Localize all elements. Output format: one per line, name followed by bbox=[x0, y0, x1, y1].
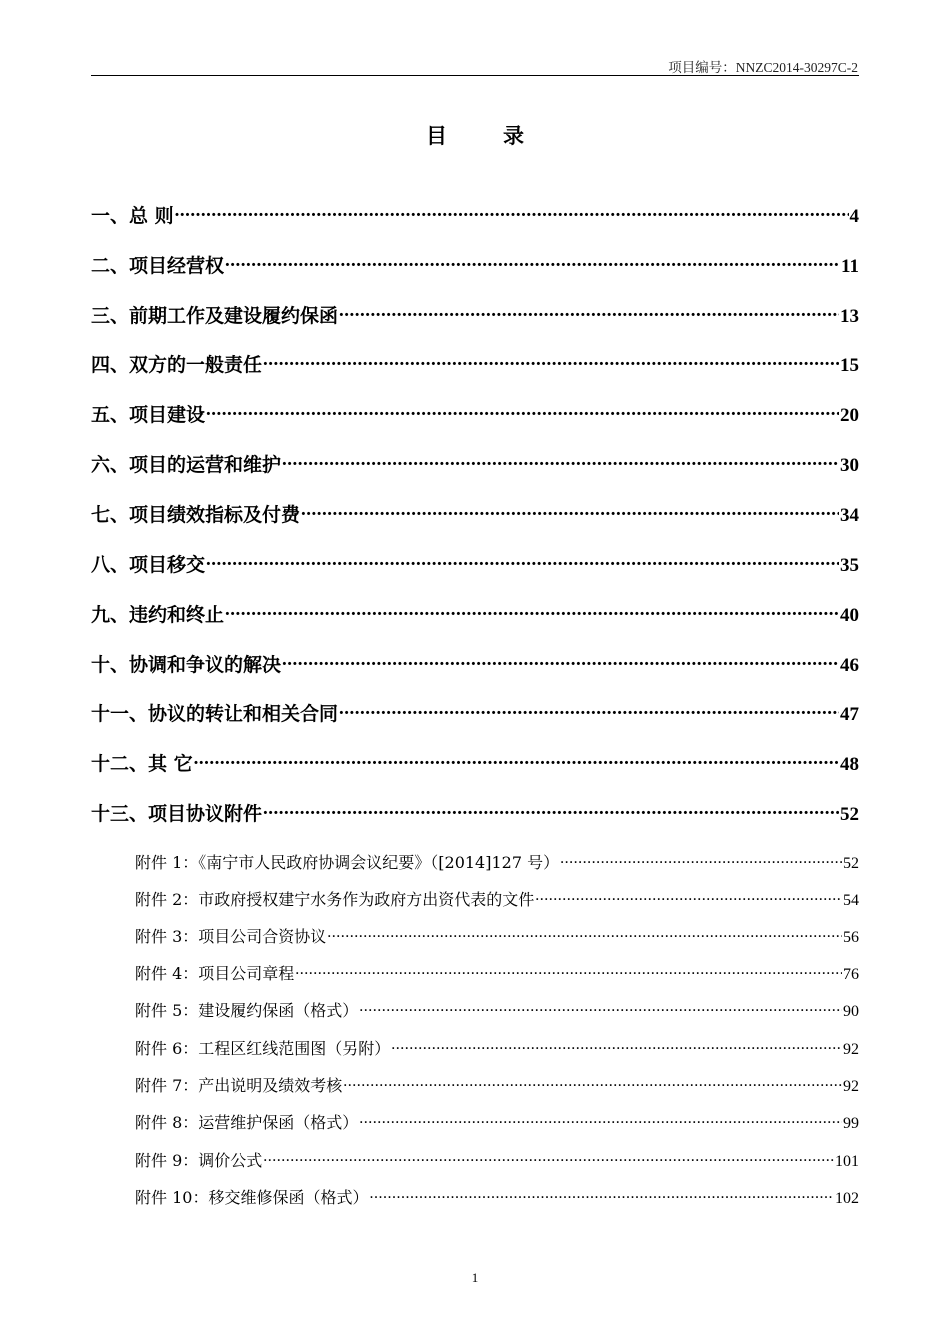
toc-entry-page: 92 bbox=[843, 1041, 859, 1058]
toc-entry-page: 52 bbox=[840, 804, 859, 825]
toc-entry-page: 101 bbox=[835, 1153, 859, 1170]
toc-entry-page: 76 bbox=[843, 966, 859, 983]
toc-entry-label: 附件 9：调价公式 bbox=[135, 1151, 263, 1170]
toc-entry-label: 一、总 则 bbox=[91, 205, 174, 227]
toc-entry-label: 七、项目绩效指标及付费 bbox=[91, 504, 301, 526]
toc-entry-label: 六、项目的运营和维护 bbox=[91, 454, 282, 476]
toc-entry[interactable] bbox=[91, 600, 859, 627]
toc-entry-label: 附件 4：项目公司章程 bbox=[135, 964, 295, 983]
toc-entry-page: 99 bbox=[843, 1115, 859, 1132]
toc-entry-label: 八、项目移交 bbox=[91, 554, 206, 576]
toc-entry-page: 30 bbox=[840, 455, 859, 476]
toc-entry[interactable] bbox=[91, 799, 859, 826]
toc-entry-page: 102 bbox=[835, 1190, 859, 1207]
toc-entry-page: 20 bbox=[840, 405, 859, 426]
toc-entry-label: 十二、其 它 bbox=[91, 753, 193, 775]
toc-appendix-entry[interactable] bbox=[135, 924, 859, 947]
toc-entry-page: 54 bbox=[843, 892, 859, 909]
toc-appendix-entry[interactable] bbox=[135, 961, 859, 984]
page-number: 1 bbox=[471, 1270, 479, 1285]
dot-leader bbox=[225, 253, 840, 272]
dot-leader bbox=[295, 963, 842, 979]
project-code: 项目编号：NNZC2014-30297C-2 bbox=[668, 60, 858, 75]
toc-entry-label: 九、违约和终止 bbox=[91, 604, 225, 626]
toc-entry[interactable] bbox=[91, 500, 859, 527]
toc-entry-page: 13 bbox=[840, 306, 859, 327]
dot-leader bbox=[359, 1000, 842, 1016]
dot-leader bbox=[359, 1112, 842, 1128]
dot-leader bbox=[339, 303, 839, 322]
toc-appendix-entry[interactable] bbox=[135, 1185, 859, 1208]
toc-entry-label: 附件 8：运营维护保函（格式） bbox=[135, 1113, 359, 1132]
toc-entry-label: 附件 6：工程区红线范围图（另附） bbox=[135, 1039, 391, 1058]
toc-entry-page: 34 bbox=[840, 505, 859, 526]
toc-appendix-entry[interactable] bbox=[135, 887, 859, 910]
toc-entry-label: 四、双方的一般责任 bbox=[91, 354, 263, 376]
toc-entry-page: 56 bbox=[843, 929, 859, 946]
table-of-contents bbox=[91, 0, 859, 1344]
dot-leader bbox=[327, 926, 842, 942]
toc-entry-page: 11 bbox=[841, 256, 859, 277]
toc-entry-label: 附件 5：建设履约保函（格式） bbox=[135, 1001, 359, 1020]
toc-entry-page: 4 bbox=[849, 206, 859, 227]
toc-entry-label: 十一、协议的转让和相关合同 bbox=[91, 703, 339, 725]
toc-appendix-entry[interactable] bbox=[135, 1036, 859, 1059]
toc-appendix-entry[interactable] bbox=[135, 998, 859, 1021]
toc-entry[interactable] bbox=[91, 301, 859, 328]
dot-leader bbox=[535, 889, 842, 905]
dot-leader bbox=[175, 203, 849, 222]
toc-entry[interactable] bbox=[91, 251, 859, 278]
toc-appendix-entry[interactable] bbox=[135, 850, 859, 873]
dot-leader bbox=[206, 402, 839, 421]
toc-appendix-entry[interactable] bbox=[135, 1148, 859, 1171]
toc-entry-label: 十、协调和争议的解决 bbox=[91, 654, 282, 676]
toc-entry-page: 40 bbox=[840, 605, 859, 626]
toc-entry-label: 附件 2：市政府授权建宁水务作为政府方出资代表的文件 bbox=[135, 890, 535, 909]
toc-entry-page: 92 bbox=[843, 1078, 859, 1095]
toc-entry-page: 48 bbox=[840, 754, 859, 775]
toc-entry[interactable] bbox=[91, 749, 859, 776]
toc-entry-page: 15 bbox=[840, 355, 859, 376]
toc-appendix-entry[interactable] bbox=[135, 1073, 859, 1096]
dot-leader bbox=[343, 1075, 842, 1091]
dot-leader bbox=[282, 452, 839, 471]
toc-title-char-1: 目 bbox=[426, 123, 447, 148]
dot-leader bbox=[391, 1038, 842, 1054]
toc-appendix-entry[interactable] bbox=[135, 1110, 859, 1133]
dot-leader bbox=[225, 602, 839, 621]
toc-entry-label: 附件 7：产出说明及绩效考核 bbox=[135, 1076, 343, 1095]
toc-entry[interactable] bbox=[91, 400, 859, 427]
toc-entry-label: 二、项目经营权 bbox=[91, 255, 225, 277]
toc-entry-page: 52 bbox=[843, 855, 859, 872]
toc-entry[interactable] bbox=[91, 699, 859, 726]
toc-title-char-2: 录 bbox=[503, 123, 524, 148]
toc-entry-label: 三、前期工作及建设履约保函 bbox=[91, 305, 339, 327]
dot-leader bbox=[263, 352, 839, 371]
dot-leader bbox=[263, 801, 839, 820]
toc-entry-page: 46 bbox=[840, 655, 859, 676]
dot-leader bbox=[206, 552, 839, 571]
dot-leader bbox=[339, 701, 839, 720]
dot-leader bbox=[282, 652, 839, 671]
toc-entry-page: 47 bbox=[840, 704, 859, 725]
dot-leader bbox=[263, 1150, 834, 1166]
toc-entry-page: 90 bbox=[843, 1003, 859, 1020]
toc-entry[interactable] bbox=[91, 450, 859, 477]
dot-leader bbox=[369, 1187, 834, 1203]
toc-entry[interactable] bbox=[91, 650, 859, 677]
dot-leader bbox=[301, 502, 839, 521]
toc-entry-label: 附件 3：项目公司合资协议 bbox=[135, 927, 327, 946]
toc-entry-label: 五、项目建设 bbox=[91, 404, 206, 426]
toc-entry-label: 十三、项目协议附件 bbox=[91, 803, 263, 825]
toc-entry[interactable] bbox=[91, 201, 859, 228]
toc-entry-label: 附件 10：移交维修保函（格式） bbox=[135, 1188, 369, 1207]
toc-entry-page: 35 bbox=[840, 555, 859, 576]
dot-leader bbox=[194, 751, 839, 770]
toc-entry[interactable] bbox=[91, 550, 859, 577]
toc-entry[interactable] bbox=[91, 350, 859, 377]
dot-leader bbox=[560, 852, 842, 868]
toc-entry-label: 附件 1：《南宁市人民政府协调会议纪要》（[2014]127 号） bbox=[135, 853, 560, 872]
